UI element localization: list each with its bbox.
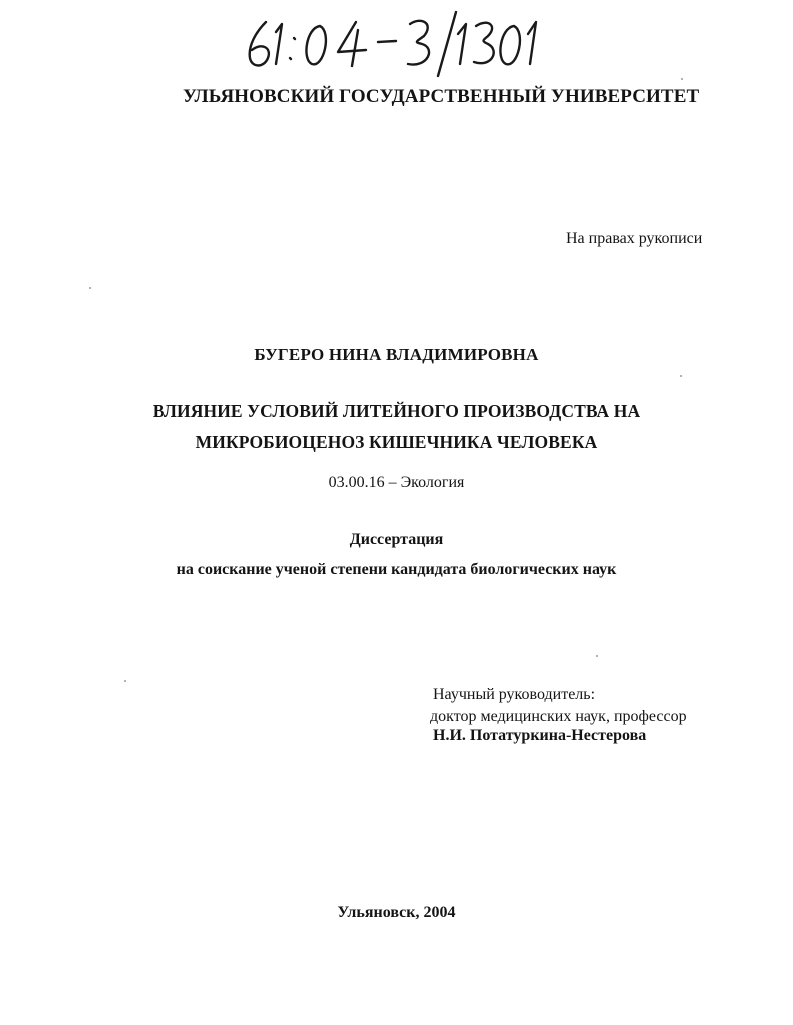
advisor-degree: доктор медицинских наук, профессор: [430, 708, 687, 725]
specialty-code: 03.00.16 – Экология: [328, 474, 465, 491]
author-name: БУГЕРО НИНА ВЛАДИМИРОВНА: [254, 345, 539, 364]
advisor-name: Н.И. Потатуркина-Нестерова: [433, 727, 647, 744]
manuscript-rights-note: На правах рукописи: [566, 230, 703, 247]
thesis-title-line-2: МИКРОБИОЦЕНОЗ КИШЕЧНИКА ЧЕЛОВЕКА: [195, 432, 598, 452]
handwritten-archive-number: [232, 2, 542, 82]
scan-speck: [680, 375, 682, 377]
dissertation-description: на соискание ученой степени кандидата биологических наук: [176, 561, 617, 578]
thesis-title-line-1: ВЛИЯНИЕ УСЛОВИЙ ЛИТЕЙНОГО ПРОИЗВОДСТВА НА: [152, 401, 641, 421]
university-name: УЛЬЯНОВСКИЙ ГОСУДАРСТВЕННЫЙ УНИВЕРСИТЕТ: [183, 86, 700, 107]
city-and-year: Ульяновск, 2004: [337, 904, 456, 921]
scan-speck: [89, 287, 91, 289]
scan-speck: [124, 680, 126, 682]
advisor-label: Научный руководитель:: [433, 686, 596, 703]
scan-speck: [681, 78, 683, 80]
scan-speck: [596, 655, 598, 657]
dissertation-label: Диссертация: [349, 531, 444, 548]
